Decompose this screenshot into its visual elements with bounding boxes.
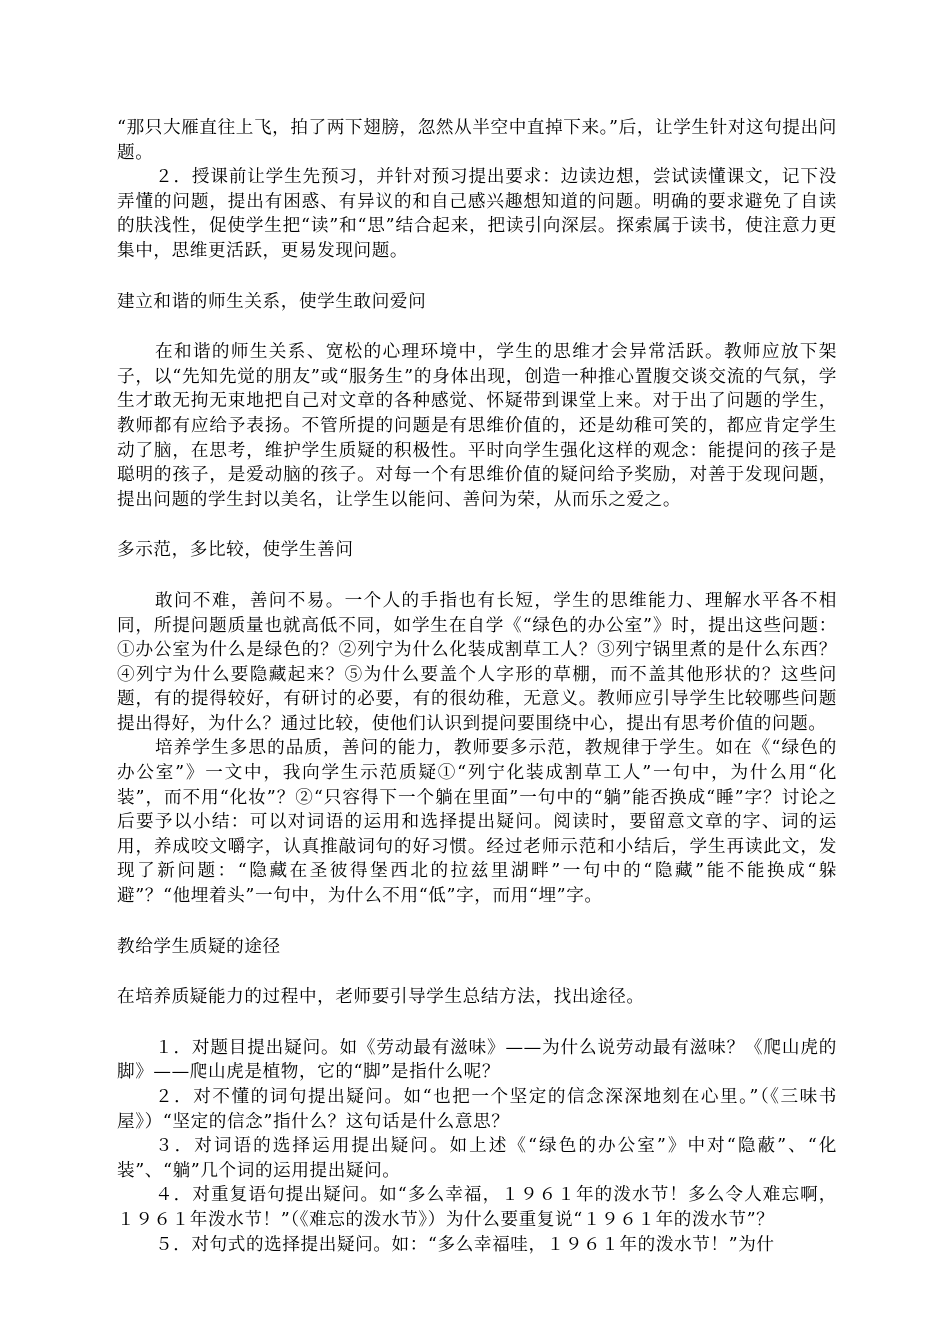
list-item-repetition: ４．对重复语句提出疑问。如“多么幸福，１９６１年的泼水节！多么令人难忘啊，１９６１年泼水节！”（《难忘的泼水节》）为什么要重复说“１９６１年的泼水节”？ (117, 1185, 837, 1230)
list-item-word-choice: ３．对词语的选择运用提出疑问。如上述《“绿色的办公室”》中对“隐蔽”、“化装”、“躺”几个词的运用提出疑问。 (117, 1136, 837, 1181)
paragraph-relationship: 在和谐的师生关系、宽松的心理环境中，学生的思维才会异常活跃。教师应放下架子，以“先知先觉的朋友”或“服务生”的身体出现，创造一种推心置腹交谈交流的气氛，学生才敢无拘无束地把自己对文章的各种感觉、怀疑带到课堂上来。对于出了问题的学生，教师都有应给予表扬。不管所提的问题是有思维价值的，还是幼稚可笑的，都应肯定学生动了脑，在思考，维护学生质疑的积极性。平时向学生强化这样的观念：能提问的孩子是聪明的孩子，是爱动脑的孩子。对每一个有思维价值的疑问给予奖励，对善于发现问题，提出问题的学生封以美名，让学生以能问、善问为荣，从而乐之爱之。 (117, 342, 837, 510)
document-body (117, 116, 837, 1257)
paragraph-continuation: “那只大雁直往上飞，拍了两下翅膀，忽然从半空中直掉下来。”后，让学生针对这句提出问题。 (117, 118, 837, 163)
list-item-sentence-form: ５．对句式的选择提出疑问。如：“多么幸福哇，１９６１年的泼水节！”为什 (155, 1234, 775, 1255)
paragraph-comparison: 敢问不难，善问不易。一个人的手指也有长短，学生的思维能力、理解水平各不相同，所提问题质量也就高低不同，如学生在自学《“绿色的办公室”》时，提出这些问题：①办公室为什么是绿色的？②列宁为什么化装成割草工人？③列宁锅里煮的是什么东西？④列宁为什么要隐藏起来？⑤为什么要盖个人字形的草棚，而不盖其他形状的？这些问题，有的提得较好，有研讨的必要，有的很幼稚，无意义。教师应引导学生比较哪些问题提出得好，为什么？通过比较，使他们认识到提问要围绕中心，提出有思考价值的问题。 (117, 590, 837, 734)
list-item-unknown-words: ２．对不懂的词句提出疑问。如“也把一个坚定的信念深深地刻在心里。”（《三味书屋》）“坚定的信念”指什么？这句话是什么意思？ (117, 1087, 837, 1132)
section-heading-demonstration: 多示范，多比较，使学生善问 (117, 540, 354, 561)
section-heading-relationship: 建立和谐的师生关系，使学生敢问爱问 (117, 291, 427, 312)
paragraph-preview-requirement: ２．授课前让学生先预习，并针对预习提出要求：边读边想，尝试读懂课文，记下没弄懂的问题，提出有困惑、有异议的和自己感兴趣想知道的问题。明确的要求避免了自读的肤浅性，促使学生把“读”和“思”结合起来，把读引向深层。探索属于读书，使注意力更集中，思维更活跃，更易发现问题。 (117, 167, 837, 261)
paragraph-demonstration: 培养学生多思的品质，善问的能力，教师要多示范，教规律于学生。如在《“绿色的办公室”》一文中，我向学生示范质疑①“列宁化装成割草工人”一句中，为什么用“化装”，而不用“化妆”？②“只容得下一个躺在里面”一句中的“躺”能否换成“睡”字？讨论之后要予以小结：可以对词语的运用和选择提出疑问。阅读时，要留意文章的字、词的运用，养成咬文嚼字，认真推敲词句的好习惯。经过老师示范和小结后，学生再读此文，发现了新问题：“隐藏在圣彼得堡西北的拉兹里湖畔”一句中的“隐藏”能不能换成“躲避”？“他埋着头”一句中，为什么不用“低”字，而用“埋”字。 (117, 738, 837, 907)
list-item-title-question: １．对题目提出疑问。如《劳动最有滋味》——为什么说劳动最有滋味？《爬山虎的脚》——爬山虎是植物，它的“脚”是指什么呢？ (117, 1037, 837, 1083)
paragraph-methods-intro: 在培养质疑能力的过程中，老师要引导学生总结方法，找出途径。 (117, 987, 645, 1008)
section-heading-methods: 教给学生质疑的途径 (117, 936, 281, 957)
